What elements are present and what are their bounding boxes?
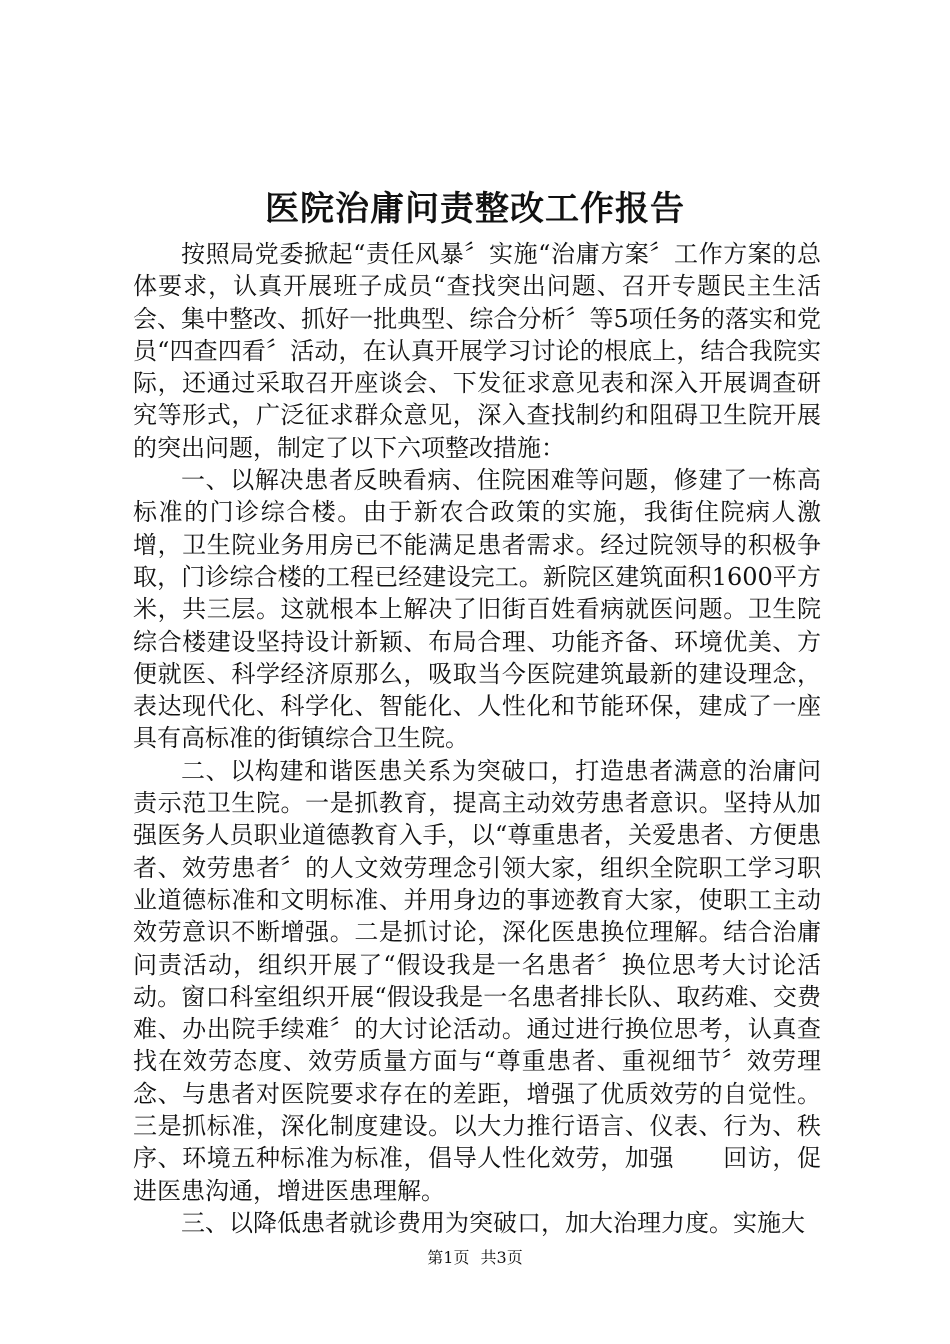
paragraph-intro: 按照局党委掀起“责任风暴〞实施“治庸方案〞工作方案的总体要求，认真开展班子成员“查找突出问题、召开专题民主生活会、集中整改、抓好一批典型、综合分析〞等5项任务的落实和党员“四查四看〞活动，在认真开展学习讨论的根底上，结合我院实际，还通过采取召开座谈会、下发征求意见表和深入开展调查研究等形式，广泛征求群众意见，深入查找制约和阻碍卫生院开展的突出问题，制定了以下六项整改措施： <box>133 240 821 462</box>
paragraph-item-3: 三、以降低患者就诊费用为突破口，加大治理力度。实施大 <box>181 1208 805 1237</box>
page-number: 第1页 <box>427 1248 470 1267</box>
page-total: 共3页 <box>480 1248 523 1267</box>
paragraph-item-1: 一、以解决患者反映看病、住院困难等问题，修建了一栋高标准的门诊综合楼。由于新农合政策的实施，我街住院病人激增，卫生院业务用房已不能满足患者需求。经过院领导的积极争取，门诊综合楼的工程已经建设完工。新院区建筑面积1600平方米，共三层。这就根本上解决了旧街百姓看病就医问题。卫生院综合楼建设坚持设计新颖、布局合理、功能齐备、环境优美、方便就医、科学经济原那么，吸取当今医院建筑最新的建设理念，表达现代化、科学化、智能化、人性化和节能环保，建成了一座具有高标准的街镇综合卫生院。 <box>133 466 821 753</box>
document-title: 医院治庸问责整改工作报告 <box>265 189 685 229</box>
document-body <box>133 238 821 1239</box>
page-footer <box>0 1247 950 1269</box>
paragraph-item-2: 二、以构建和谐医患关系为突破口，打造患者满意的治庸问责示范卫生院。一是抓教育，提高主动效劳患者意识。坚持从加强医务人员职业道德教育入手，以“尊重患者，关爱患者、方便患者、效劳患者〞的人文效劳理念引领大家，组织全院职工学习职业道德标准和文明标准、并用身边的事迹教育大家，使职工主动效劳意识不断增强。二是抓讨论，深化医患换位理解。结合治庸问责活动，组织开展了“假设我是一名患者〞换位思考大讨论活动。窗口科室组织开展“假设我是一名患者排长队、取药难、交费难、办出院手续难〞的大讨论活动。通过进行换位思考，认真查找在效劳态度、效劳质量方面与“尊重患者、重视细节〞效劳理念、与患者对医院要求存在的差距，增强了优质效劳的自觉性。三是抓标准，深化制度建设。以大力推行语言、仪表、行为、秩序、环境五种标准为标准，倡导人性化效劳，加强 回访，促进医患沟通，增进医患理解。 <box>133 756 821 1205</box>
